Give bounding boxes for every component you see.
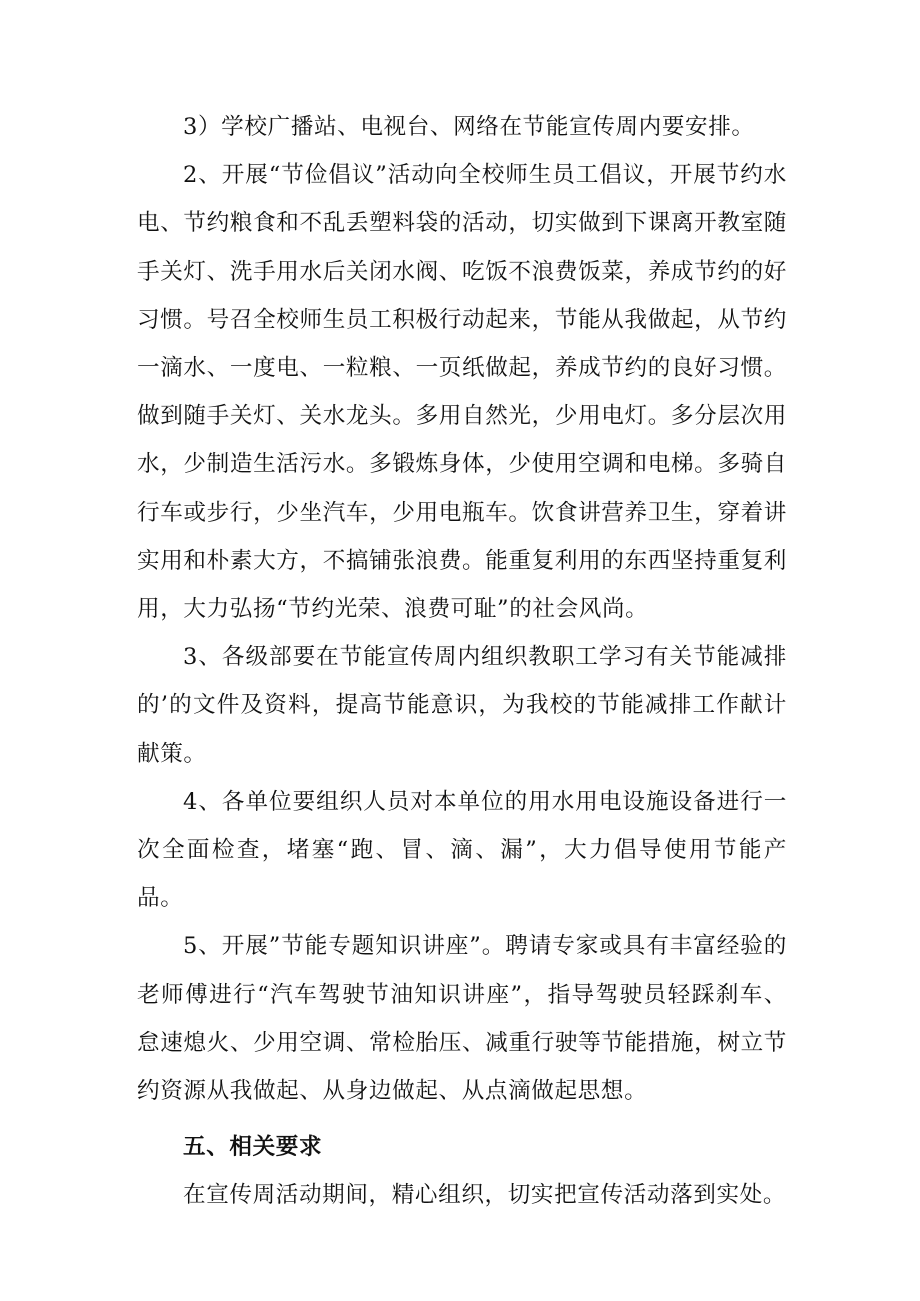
- paragraph-closing: 在宣传周活动期间，精心组织，切实把宣传活动落到实处。: [183, 1182, 787, 1209]
- paragraph-lecture: 5、开展”节能专题知识讲座”。聘请专家或具有丰富经验的老师傅进行“汽车驾驶节油知识讲座”，指导驾驶员轻踩刹车、怠速熄火、少用空调、常检胎压、减重行驶等节能措施，树立节约资源从我做起、从身边做起、从点滴做起思想。: [137, 933, 787, 1105]
- document-body: [137, 103, 787, 1220]
- section-heading: 五、相关要求: [183, 1134, 323, 1161]
- paragraph-staff-study: 3、各级部要在节能宣传周内组织教职工学习有关节能减排的’的文件及资料，提高节能意识，为我校的节能减排工作献计献策。: [137, 644, 787, 767]
- paragraph-broadcast: 3）学校广播站、电视台、网络在节能宣传周内要安排。: [183, 114, 755, 140]
- paragraph-thrift-initiative: 2、开展“节俭倡议”活动向全校师生员工倡议，开展节约水电、节约粮食和不乱丢塑料袋的活动，切实做到下课离开教室随手关灯、洗手用水后关闭水阀、吃饭不浪费饭菜，养成节约的好习惯。号召全校师生员工积极行动起来，节能从我做起，从节约一滴水、一度电、一粒粮、一页纸做起，养成节约的良好习惯。做到随手关灯、关水龙头。多用自然光，少用电灯。多分层次用水，少制造生活污水。多锻炼身体，少使用空调和电梯。多骑自行车或步行，少坐汽车，少用电瓶车。饮食讲营养卫生，穿着讲实用和朴素大方，不搞铺张浪费。能重复利用的东西坚持重复利用，大力弘扬“节约光荣、浪费可耻”的社会风尚。: [137, 162, 787, 623]
- paragraph-facility-inspection: 4、各单位要组织人员对本单位的用水用电设施设备进行一次全面检查，堵塞“跑、冒、滴、漏”，大力倡导使用节能产品。: [137, 788, 787, 912]
